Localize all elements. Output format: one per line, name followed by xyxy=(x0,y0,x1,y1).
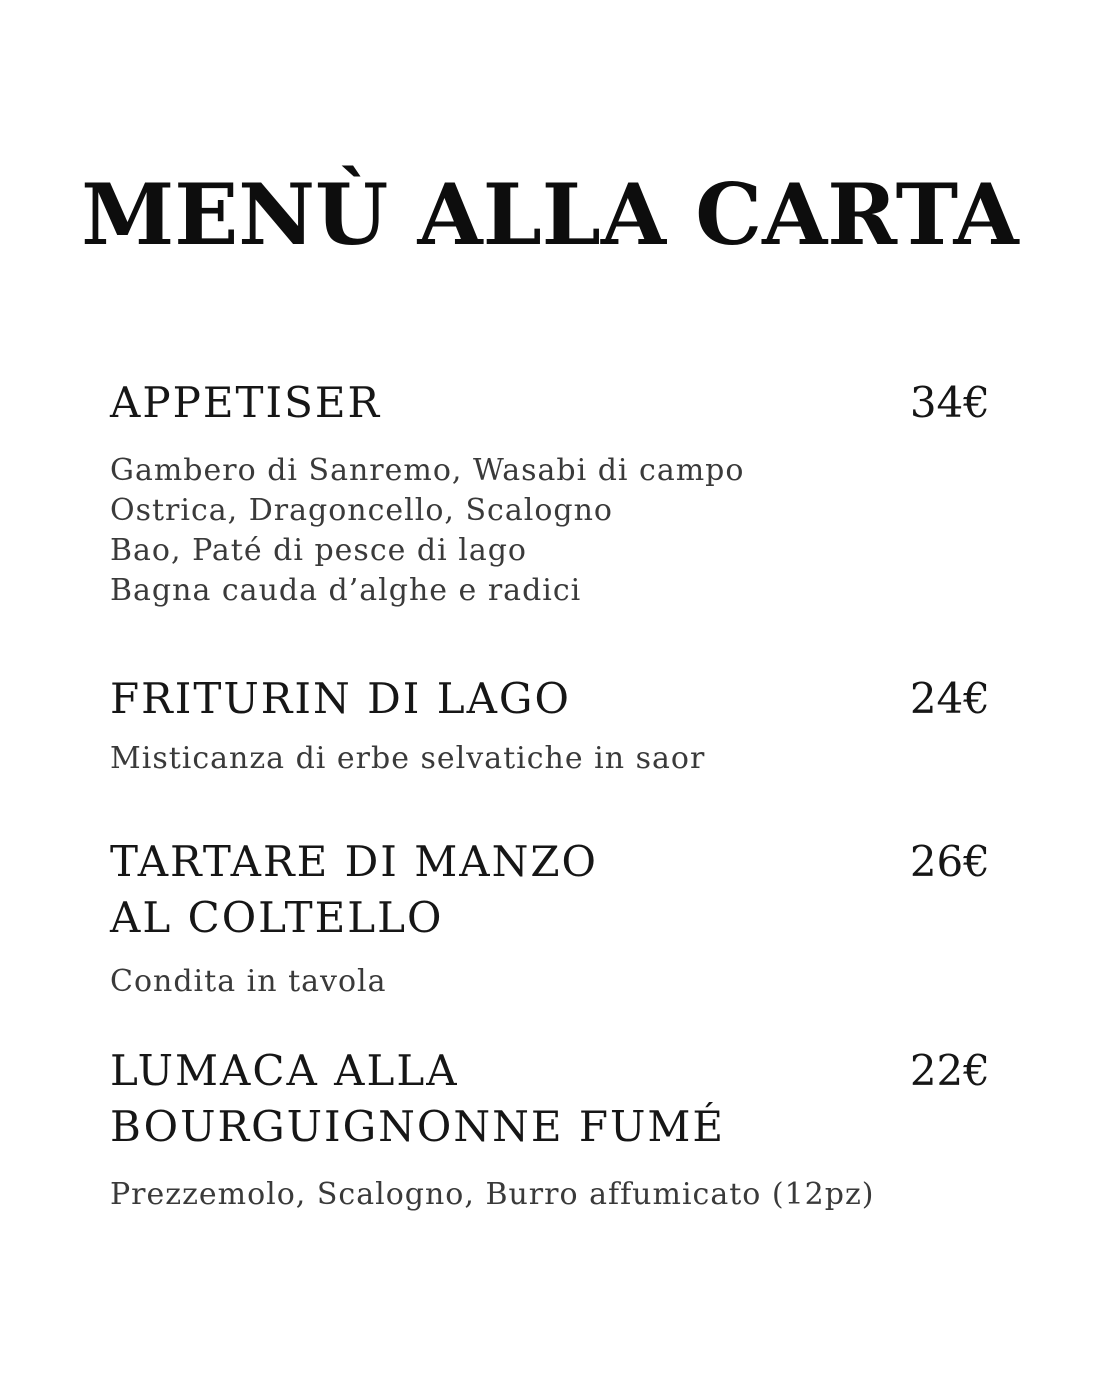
item-name xyxy=(110,375,990,431)
item-name-line: FRITURIN DI LAGO xyxy=(110,674,571,723)
item-price: 26€ xyxy=(909,837,990,886)
item-price: 24€ xyxy=(909,674,990,723)
item-description-line: Condita in tavola xyxy=(110,964,387,999)
item-description xyxy=(110,451,990,611)
menu-item-appetiser xyxy=(110,375,990,611)
item-price: 34€ xyxy=(909,378,990,427)
item-name xyxy=(110,1043,990,1155)
item-name-line: BOURGUIGNONNE FUMÉ xyxy=(110,1102,726,1151)
item-description-line: Bagna cauda d’alghe e radici xyxy=(110,573,582,608)
item-name-line: TARTARE DI MANZO xyxy=(110,837,598,886)
item-description xyxy=(110,1175,990,1215)
item-name xyxy=(110,834,990,946)
item-name-line: APPETISER xyxy=(110,378,382,427)
item-price: 22€ xyxy=(909,1046,990,1095)
menu-title: MENÙ ALLA CARTA xyxy=(81,165,1019,264)
item-description-line: Bao, Paté di pesce di lago xyxy=(110,533,527,568)
menu-item-friturin xyxy=(110,671,990,779)
item-name xyxy=(110,671,990,727)
item-description xyxy=(110,962,990,1002)
item-description-line: Ostrica, Dragoncello, Scalogno xyxy=(110,493,613,528)
item-name-line: LUMACA ALLA xyxy=(110,1046,459,1095)
item-description-line: Gambero di Sanremo, Wasabi di campo xyxy=(110,453,745,488)
item-description xyxy=(110,739,990,779)
menu-item-lumaca xyxy=(110,1043,990,1215)
menu-item-tartare xyxy=(110,834,990,1002)
item-name-line: AL COLTELLO xyxy=(110,893,444,942)
item-description-line: Misticanza di erbe selvatiche in saor xyxy=(110,741,706,776)
item-description-line: Prezzemolo, Scalogno, Burro affumicato (12pz) xyxy=(110,1177,875,1212)
